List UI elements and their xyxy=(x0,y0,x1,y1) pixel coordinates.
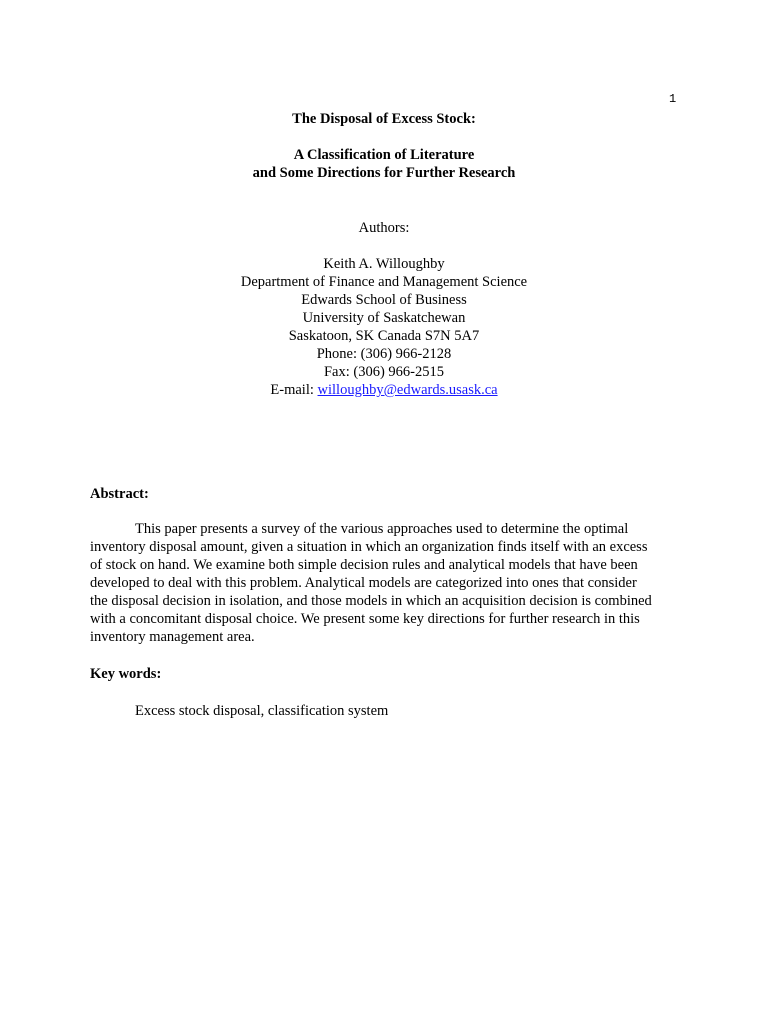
author-fax: Fax: (306) 966-2515 xyxy=(323,364,444,380)
keywords-heading: Key words: xyxy=(90,666,162,682)
author-name: Keith A. Willoughby xyxy=(323,256,445,272)
author-school: Edwards School of Business xyxy=(301,292,467,308)
author-university: University of Saskatchewan xyxy=(302,310,466,326)
abstract-line: of stock on hand. We examine both simple decision rules and analytical models that have been xyxy=(90,557,638,573)
page-number: 1 xyxy=(669,92,677,106)
abstract-heading: Abstract: xyxy=(90,486,149,502)
email-link[interactable]: willoughby@edwards.usask.ca xyxy=(317,382,498,398)
abstract-line: inventory management area. xyxy=(90,629,255,645)
author-address: Saskatoon, SK Canada S7N 5A7 xyxy=(288,328,480,344)
email-label: E-mail: xyxy=(270,382,318,398)
author-email-line xyxy=(0,381,768,399)
keywords-text: Excess stock disposal, classification system xyxy=(135,703,389,719)
author-phone: Phone: (306) 966-2128 xyxy=(316,346,452,362)
abstract-line: inventory disposal amount, given a situation in which an organization finds itself with an excess xyxy=(90,539,648,555)
author-department: Department of Finance and Management Science xyxy=(240,274,528,290)
abstract-line: developed to deal with this problem. Analytical models are categorized into ones that consider xyxy=(90,575,637,591)
abstract-line: the disposal decision in isolation, and those models in which an acquisition decision is combined xyxy=(90,593,652,609)
paper-subtitle-line1: A Classification of Literature xyxy=(293,147,475,163)
authors-heading: Authors: xyxy=(358,220,410,236)
abstract-body xyxy=(90,520,680,646)
paper-subtitle-line2: and Some Directions for Further Research xyxy=(252,165,516,181)
abstract-line: with a concomitant disposal choice. We present some key directions for further research in this xyxy=(90,611,640,627)
abstract-line: This paper presents a survey of the various approaches used to determine the optimal xyxy=(135,521,629,537)
paper-title: The Disposal of Excess Stock: xyxy=(292,111,476,127)
